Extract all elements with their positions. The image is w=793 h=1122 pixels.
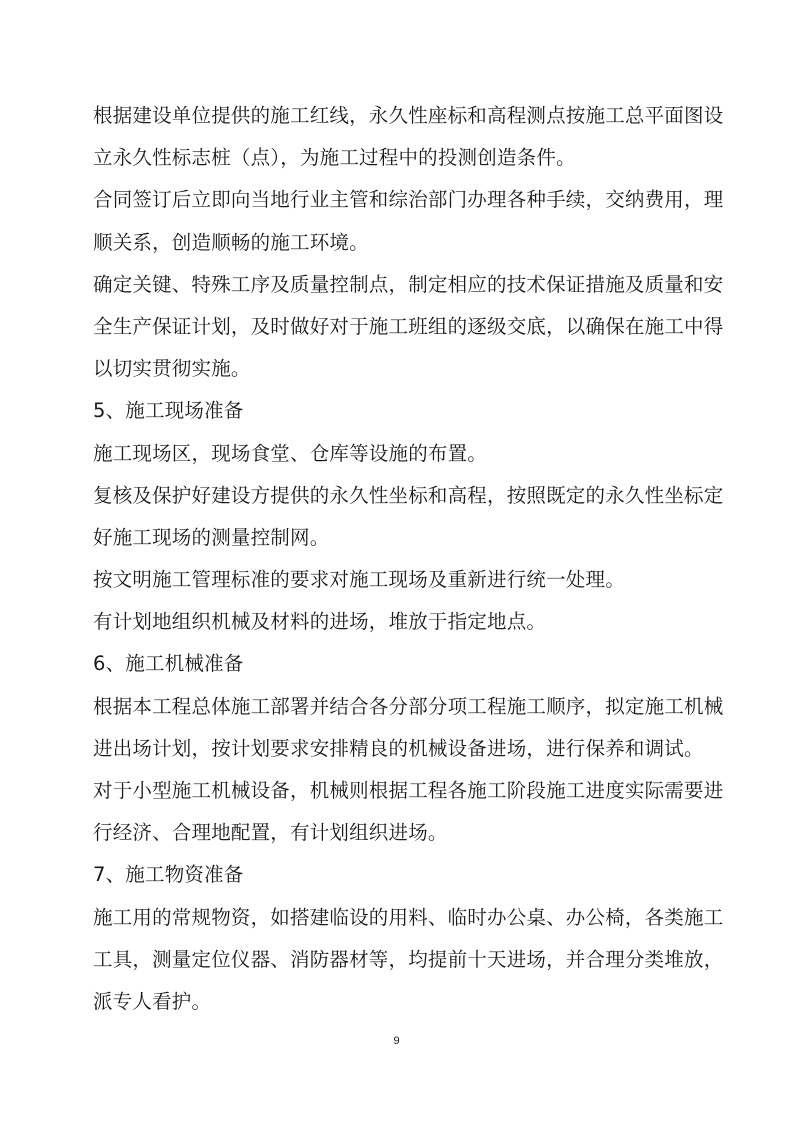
document-body [93, 95, 724, 1023]
paragraph-line: 以切实贯彻实施。 [93, 357, 251, 381]
paragraph-line: 根据建设单位提供的施工红线，永久性座标和高程测点按施工总平面图设 [93, 104, 724, 127]
section-heading: 7、施工物资准备 [93, 863, 244, 887]
paragraph-line: 全生产保证计划，及时做好对于施工班组的逐级交底，以确保在施工中得 [93, 314, 724, 338]
paragraph-line: 确定关键、特殊工序及质量控制点，制定相应的技术保证措施及质量和安 [93, 272, 724, 296]
paragraph-line: 好施工现场的测量控制网。 [93, 525, 330, 549]
paragraph-line: 进出场计划，按计划要求安排精良的机械设备进场，进行保养和调试。 [93, 736, 704, 760]
paragraph-line: 工具，测量定位仪器、消防器材等，均提前十天进场，并合理分类堆放， [93, 947, 724, 971]
paragraph-line: 施工现场区，现场食堂、仓库等设施的布置。 [93, 441, 488, 465]
paragraph-line: 合同签订后立即向当地行业主管和综治部门办理各种手续，交纳费用，理 [93, 188, 724, 212]
section-heading: 6、施工机械准备 [93, 652, 244, 676]
paragraph-line: 复核及保护好建设方提供的永久性坐标和高程，按照既定的永久性坐标定 [93, 483, 724, 507]
paragraph-line: 派专人看护。 [93, 989, 212, 1013]
paragraph-line: 根据本工程总体施工部署并结合各分部分项工程施工顺序，拟定施工机械 [93, 694, 724, 718]
paragraph-line: 立永久性标志桩（点），为施工过程中的投测创造条件。 [93, 146, 576, 170]
paragraph-line: 顺关系，创造顺畅的施工环境。 [93, 230, 369, 254]
paragraph-line: 按文明施工管理标准的要求对施工现场及重新进行统一处理。 [93, 568, 625, 592]
paragraph-line: 有计划地组织机械及材料的进场，堆放于指定地点。 [93, 610, 547, 634]
paragraph-line: 对于小型施工机械设备，机械则根据工程各施工阶段施工进度实际需要进 [93, 779, 724, 802]
paragraph-line: 行经济、合理地配置，有计划组织进场。 [93, 821, 448, 845]
page-number: 9 [393, 1035, 400, 1047]
paragraph-line: 施工用的常规物资，如搭建临设的用料、临时办公桌、办公椅，各类施工 [93, 905, 724, 929]
section-heading: 5、施工现场准备 [93, 399, 244, 423]
